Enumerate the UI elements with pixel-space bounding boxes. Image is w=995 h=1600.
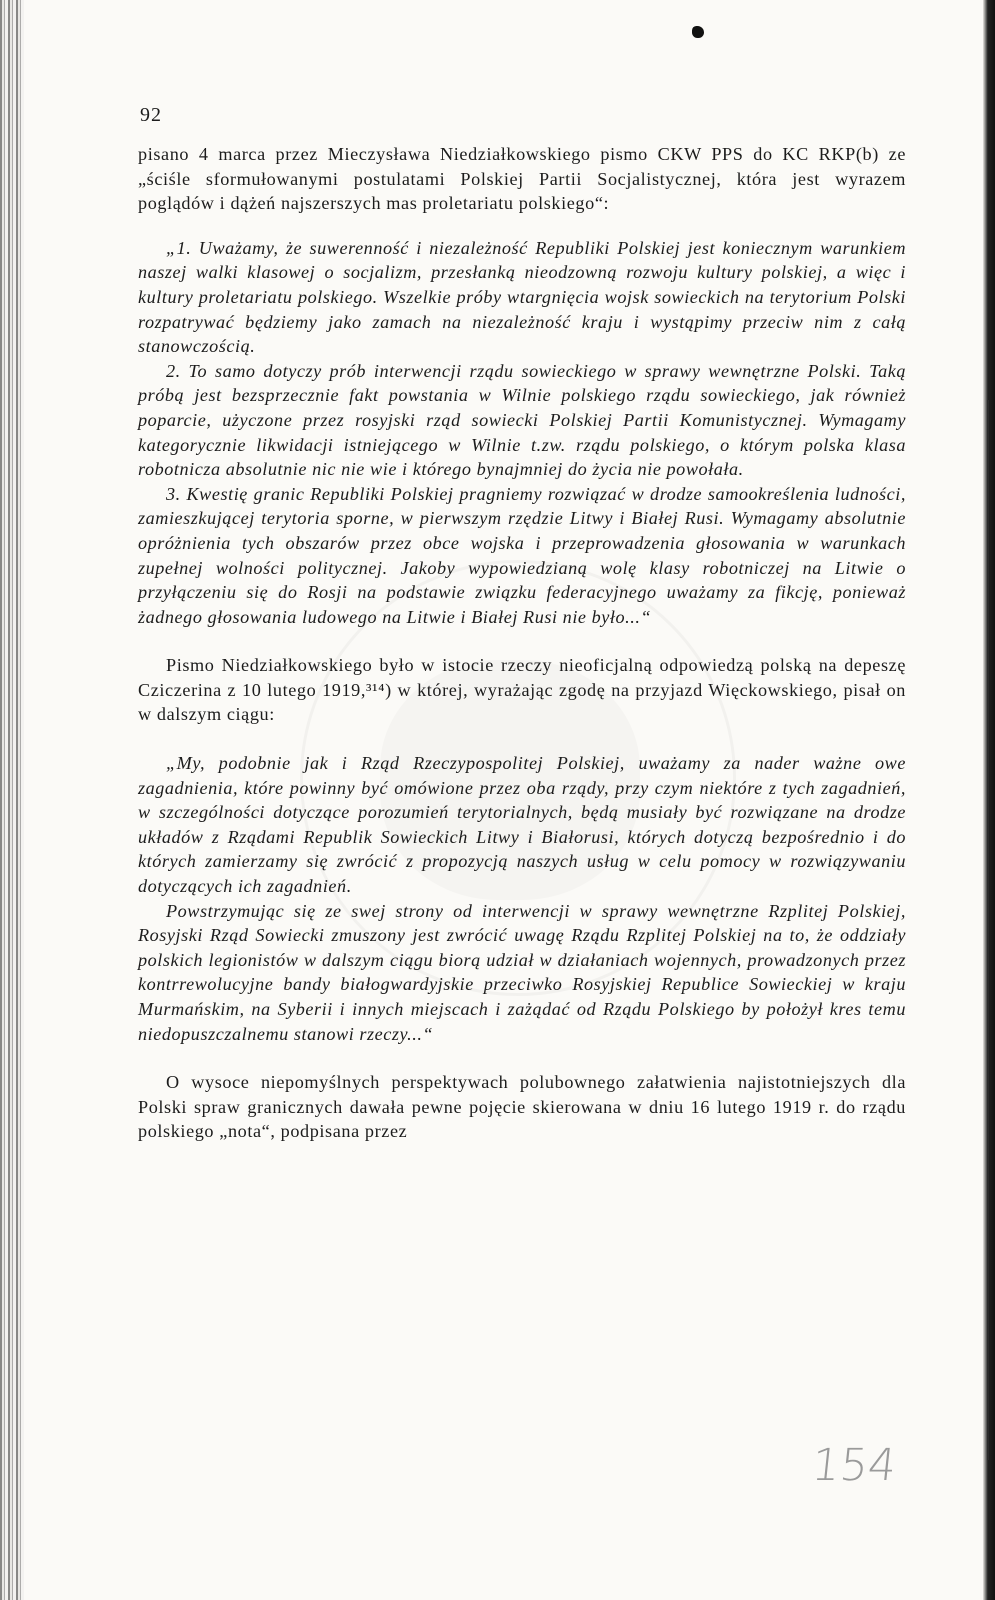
- handwritten-page-note: 154: [809, 1440, 899, 1491]
- page-number: 92: [140, 104, 162, 126]
- scan-edge-line: [987, 400, 989, 1460]
- quote-point-2: 2. To samo dotyczy prób interwencji rządu sowieckiego w sprawy wewnętrzne Polski. Taką próbą jest bezsprzecznie fakt powstania w Wilnie polskiego rządu sowieckiego, jak również poparcie, użyczone przez rosyjski rząd sowiecki Polskiej Partii Komunistycznej. Wymagamy kategorycznie likwidacji istniejącego w Wilnie t.zw. rządu polskiego, o którym polska klasa robotnicza absolutnie nic nie wie i którego bynajmniej do życia nie powołała.: [138, 360, 906, 480]
- ink-mark: [692, 26, 704, 38]
- scan-edge-left: [0, 0, 24, 1600]
- paragraph-intro: pisano 4 marca przez Mieczysława Niedziałkowskiego pismo CKW PPS do KC RKP(b) ze „ściśle sformułowanymi postulatami Polskiej Partii Socjalistycznej, która jest wyrazem poglądów i dążeń najszerszych mas proletariatu polskiego“:: [138, 144, 906, 214]
- scan-edge-right: [983, 0, 995, 1600]
- quote-point-3: 3. Kwestię granic Republiki Polskiej pragniemy rozwiązać w drodze samookreślenia ludności, zamieszkującej terytoria sporne, w pierwszym rzędzie Litwy i Białej Rusi. Wymagamy absolutnie opróżnienia tych obszarów przez obce wojska i przeprowadzenia głosowania w warunkach zupełnej wolności politycznej. Jakoby wypowiedzianą wolę klasy robotniczej na Litwie o przyłączeniu się do Rosji na podstawie związku federacyjnego uważamy za fikcję, ponieważ żadnego głosowania ludowego na Litwie i Białej Rusi nie było...“: [138, 483, 906, 627]
- quote-cziczerin-1: „My, podobnie jak i Rząd Rzeczypospolitej Polskiej, uważamy za nader ważne owe zagadnienia, które powinny być omówione przez oba rządy, przy czym niektóre z tych zagadnień, w szczególności dotyczące porozumień terytorialnych, będą musiały być rozwiązane na drodze układów z Rządami Republik Sowieckich Litwy i Białorusi, których dotyczą bezpośrednio i do których zamierzamy się zwrócić z propozycją naszych usług w celu pomocy w rozwiązywaniu dotyczących ich zagadnień.: [138, 753, 906, 897]
- paragraph-niedzialkowski: Pismo Niedziałkowskiego było w istocie rzeczy nieoficjalną odpowiedzą polską na depeszę Cziczerina z 10 lutego 1919,³¹⁴) w której, wyrażając zgodę na przyjazd Więckowskiego, pisał on w dalszym ciągu:: [138, 655, 906, 725]
- page-body: [138, 142, 906, 1144]
- quote-cziczerin-2: Powstrzymując się ze swej strony od interwencji w sprawy wewnętrzne Rzplitej Polskiej, Rosyjski Rząd Sowiecki zmuszony jest zwrócić uwagę Rządu Rzplitej Polskiej na to, że oddziały polskich legionistów w dalszym ciągu biorą udział w działaniach wojennych, prowadzonych przez kontrrewolucyjne bandy białogwardyjskie przeciwko Rosyjskiej Republice Sowieckiej w kraju Murmańskim, na Syberii i innych miejscach i zażądać od Rządu Polskiego by położył kres temu niedopuszczalnemu stanowi rzeczy...“: [138, 900, 906, 1044]
- paragraph-nota: O wysoce niepomyślnych perspektywach polubownego załatwienia najistotniejszych dla Polski spraw granicznych dawała pewne pojęcie skierowana w dniu 16 lutego 1919 r. do rządu polskiego „nota“, podpisana przez: [138, 1072, 906, 1142]
- quote-point-1: „1. Uważamy, że suwerenność i niezależność Republiki Polskiej jest koniecznym warunkiem naszej walki klasowej o socjalizm, przesłanką nieodzowną rozwoju kultury polskiej, a więc i kultury proletariatu polskiego. Wszelkie próby wtargnięcia wojsk sowieckich na terytorium Polski rozpatrywać będziemy jako zamach na niezależność kraju i wystąpimy przeciw nim z całą stanowczością.: [138, 237, 906, 357]
